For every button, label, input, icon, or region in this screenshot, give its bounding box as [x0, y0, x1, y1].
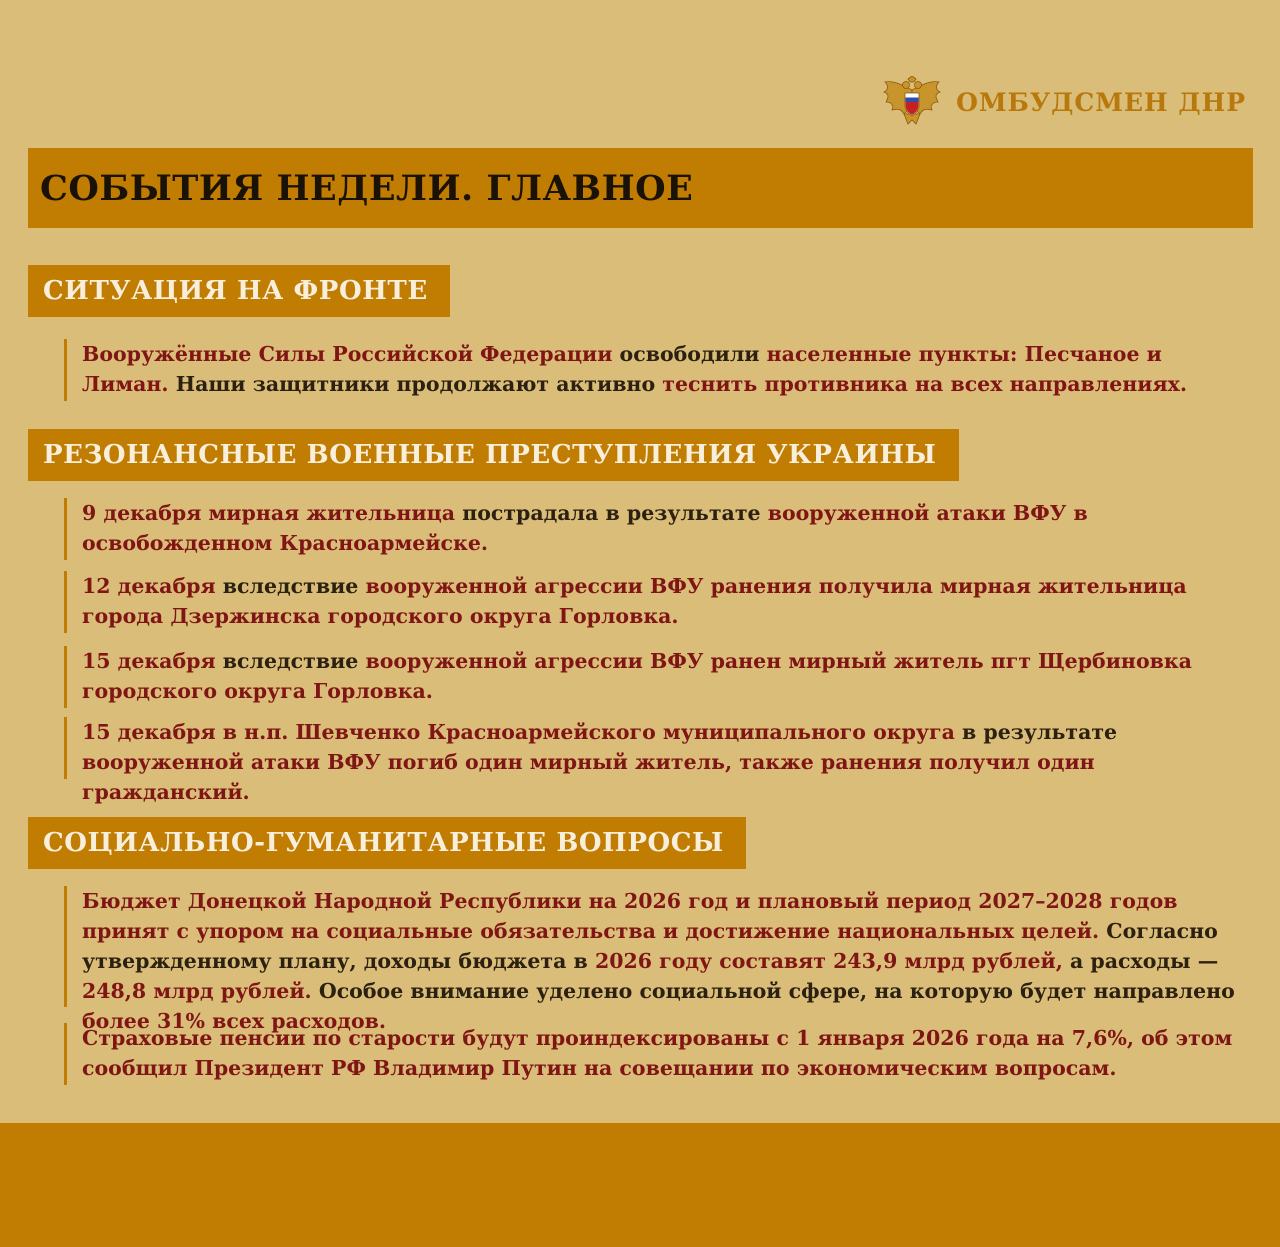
- paragraph-text: Согласно утвержденному плану, доходы бюджета в: [82, 919, 1218, 973]
- brand-name: ОМБУДСМЕН ДНР: [956, 87, 1246, 117]
- paragraph: [64, 1023, 1254, 1085]
- brand: [882, 76, 1246, 128]
- highlighted-text: Бюджет Донецкой Народной Республики на 2026 год и плановый период 2027–2028 годов принят с упором на социальные обязательства и достижение национальных целей.: [82, 889, 1178, 943]
- highlighted-text: вооруженной агрессии ВФУ ранения получила мирная жительница города Дзержинска городского округа Горловка.: [82, 574, 1187, 628]
- section-heading-text: СИТУАЦИЯ НА ФРОНТЕ: [43, 276, 428, 306]
- paragraph: [64, 646, 1254, 708]
- highlighted-text: населенные пункты: Песчаное и Лиман.: [82, 342, 1162, 396]
- paragraph: [64, 886, 1254, 1033]
- section-heading-social: [28, 817, 746, 869]
- paragraph-text: вследствие: [215, 574, 366, 598]
- highlighted-text: вооруженной атаки ВФУ в освобожденном Красноармейске.: [82, 501, 1088, 555]
- paragraph-text: освободили: [612, 342, 767, 366]
- paragraph-text: в результате: [954, 720, 1118, 744]
- double-headed-eagle-emblem-icon: [882, 76, 942, 128]
- highlighted-text: Вооружённые Силы Российской Федерации: [82, 342, 613, 366]
- section-heading-text: РЕЗОНАНСНЫЕ ВОЕННЫЕ ПРЕСТУПЛЕНИЯ УКРАИНЫ: [43, 440, 937, 470]
- paragraph-text: Наши защитники продолжают активно: [168, 372, 663, 396]
- highlighted-text: 15 декабря в н.п. Шевченко Красноармейского муниципального округа: [82, 720, 955, 744]
- section-heading-text: СОЦИАЛЬНО-ГУМАНИТАРНЫЕ ВОПРОСЫ: [43, 828, 724, 858]
- highlighted-text: вооруженной атаки ВФУ погиб один мирный житель, также ранения получил один гражданский.: [82, 750, 1095, 804]
- section-heading-war-crimes: [28, 429, 959, 481]
- page-title: СОБЫТИЯ НЕДЕЛИ. ГЛАВНОЕ: [40, 167, 694, 209]
- paragraph: [64, 339, 1254, 401]
- section-heading-front: [28, 265, 450, 317]
- paragraph-text: вследствие: [215, 649, 366, 673]
- highlighted-text: вооруженной агрессии ВФУ ранен мирный житель пгт Щербиновка городского округа Горловка.: [82, 649, 1192, 703]
- page-title-bar: [28, 148, 1253, 228]
- footer-bar: [0, 1123, 1280, 1247]
- highlighted-text: 9 декабря мирная жительница: [82, 501, 456, 525]
- paragraph: [64, 717, 1254, 804]
- paragraph-text: Особое внимание уделено социальной сфере, на которую будет направлено: [311, 979, 1235, 1003]
- paragraph-text: а расходы —: [1062, 949, 1219, 973]
- highlighted-text: теснить противника на всех направлениях.: [662, 372, 1187, 396]
- paragraph: [64, 498, 1254, 560]
- highlighted-text: Страховые пенсии по старости будут проиндексированы с 1 января 2026 года на 7,6%, об этом сообщил Президент РФ Владимир Путин на совещании по экономическим вопросам.: [82, 1026, 1233, 1080]
- highlighted-text: 248,8 млрд рублей.: [82, 979, 312, 1003]
- highlighted-text: более 31% всех расходов.: [82, 1009, 387, 1033]
- highlighted-text: 2026 году составят 243,9 млрд рублей,: [594, 949, 1063, 973]
- highlighted-text: 12 декабря: [82, 574, 216, 598]
- highlighted-text: 15 декабря: [82, 649, 216, 673]
- paragraph: [64, 571, 1254, 633]
- paragraph-text: пострадала в результате: [455, 501, 768, 525]
